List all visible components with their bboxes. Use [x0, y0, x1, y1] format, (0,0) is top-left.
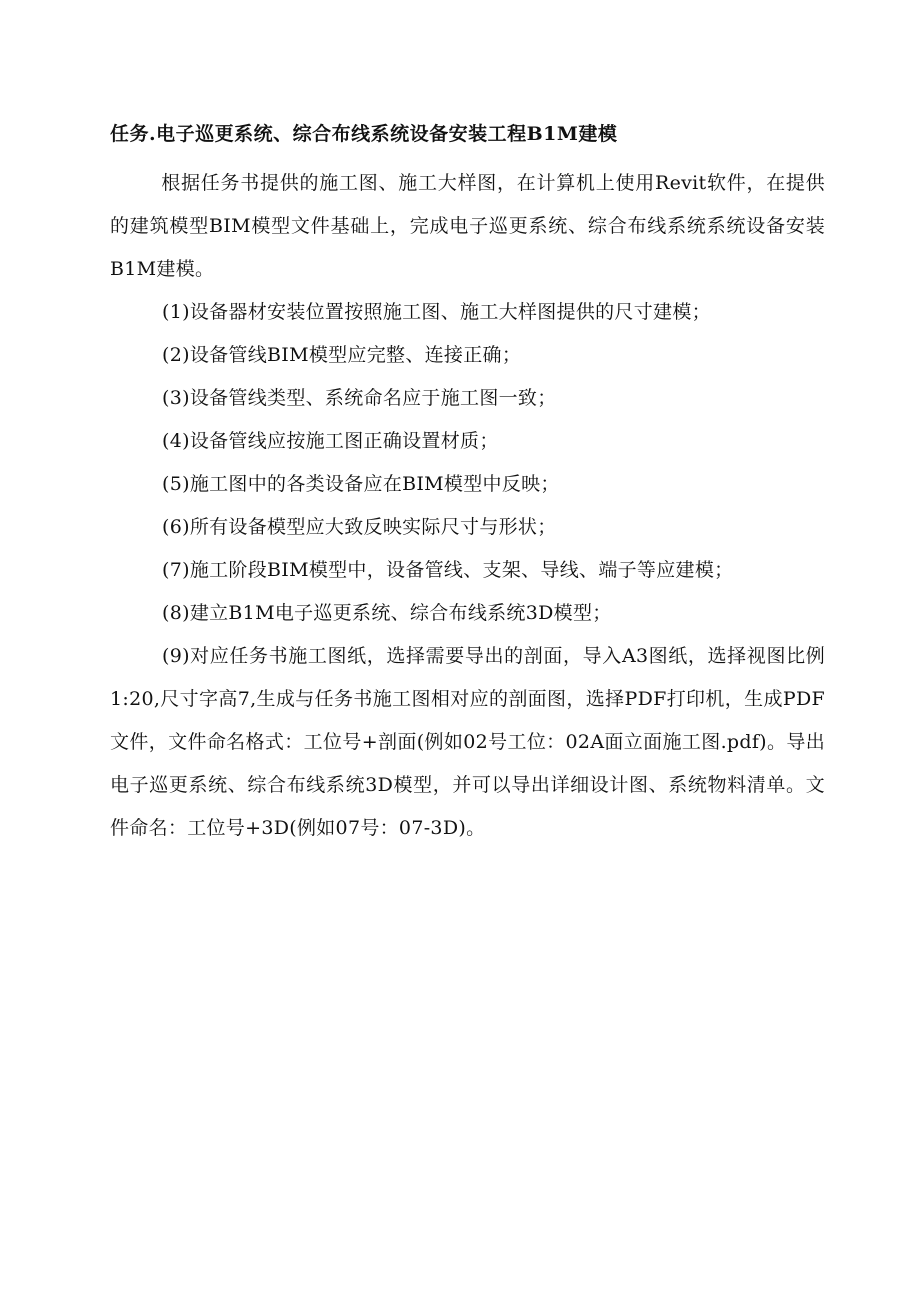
requirement-item: (2)设备管线BIM模型应完整、连接正确； [162, 344, 522, 366]
requirement-item: (9)对应任务书施工图纸，选择需要导出的剖面，导入A3图纸，选择视图比例1:20,尺寸字高7,生成与任务书施工图相对应的剖面图，选择PDF打印机，生成PDF文件，文件命名格式：工位号+剖面(例如02号工位：02A面立面施工图.pdf)。导出电子巡更系统、综合布线系统3D模型，并可以导出详细设计图、系统物料清单。文件命名：工位号+3D(例如07号：07-3D)。 [110, 645, 825, 839]
requirement-item: (8)建立B1M电子巡更系统、综合布线系统3D模型； [162, 602, 612, 624]
requirement-item: (4)设备管线应按施工图正确设置材质； [162, 430, 499, 452]
requirement-item: (5)施工图中的各类设备应在BIM模型中反映； [162, 473, 560, 495]
requirement-item: (3)设备管线类型、系统命名应于施工图一致； [162, 387, 557, 409]
requirement-item: (6)所有设备模型应大致反映实际尺寸与形状； [162, 516, 557, 538]
requirement-item: (7)施工阶段BIM模型中，设备管线、支架、导线、端子等应建模； [162, 559, 734, 581]
intro-paragraph: 根据任务书提供的施工图、施工大样图，在计算机上使用Revit软件，在提供的建筑模型BIM模型文件基础上，完成电子巡更系统、综合布线系统系统设备安装B1M建模。 [110, 172, 825, 280]
requirement-item: (1)设备器材安装位置按照施工图、施工大样图提供的尺寸建模； [162, 301, 711, 323]
document-title: 任务.电子巡更系统、综合布线系统设备安装工程B1M建模 [110, 123, 618, 145]
requirement-list [110, 291, 825, 850]
document-body [110, 162, 825, 850]
